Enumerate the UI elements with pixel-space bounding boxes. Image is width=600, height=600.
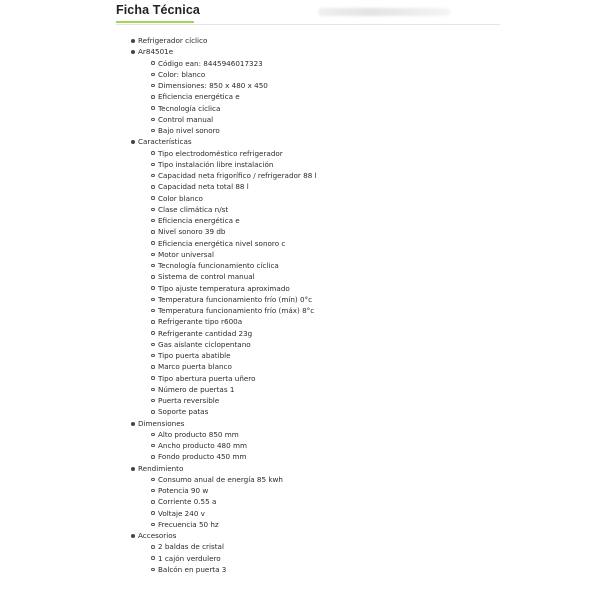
spec-item [116, 125, 496, 136]
spec-item-label: Voltaje 240 v [158, 508, 205, 518]
spec-item-label: Soporte patas [158, 407, 209, 417]
spec-item [116, 541, 496, 552]
spec-item [116, 204, 496, 215]
spec-item-label: Control manual [158, 114, 214, 124]
spec-item-label: Motor universal [158, 249, 214, 259]
spec-item-label: 2 baldas de cristal [158, 542, 224, 552]
spec-item-label: Refrigerante cantidad 23g [158, 328, 253, 338]
spec-item-label: Eficiencia energética nivel sonoro c [158, 238, 286, 248]
spec-item-label: Capacidad neta frigorífico / refrigerador 88 l [158, 171, 317, 180]
spec-item [116, 384, 496, 395]
spec-item [116, 260, 496, 271]
spec-item [116, 91, 496, 102]
spec-item [116, 474, 496, 485]
spec-item-label: Ancho producto 480 mm [158, 441, 247, 450]
page-title: Ficha Técnica [116, 3, 200, 17]
spec-category-label: Dimensiones [138, 418, 185, 428]
spec-item-label: Tipo instalación libre instalación [158, 159, 274, 169]
spec-item-label: Eficiencia energética e [158, 92, 240, 102]
spec-item [116, 316, 496, 327]
spec-item [116, 238, 496, 249]
spec-item-label: Refrigerante tipo r600a [158, 317, 243, 327]
spec-item-label: Color: blanco [158, 69, 206, 79]
spec-item-label: Color blanco [158, 193, 203, 203]
spec-category [116, 463, 496, 474]
spec-item [116, 170, 496, 181]
spec-category-label: Ar84501e [138, 47, 174, 57]
spec-item-label: Clase climática n/st [158, 204, 229, 214]
spec-item-label: Tipo abertura puerta uñero [158, 373, 256, 383]
spec-item-label: Frecuencia 50 hz [158, 519, 219, 529]
spec-item-label: Código ean: 8445946017323 [158, 58, 263, 68]
spec-item [116, 564, 496, 575]
spec-category-label: Rendimiento [138, 463, 184, 473]
section-header [116, 0, 500, 25]
spec-item-label: Sistema de control manual [158, 272, 255, 282]
spec-item-label: Consumo anual de energía 85 kwh [158, 474, 283, 484]
spec-item-label: Alto producto 850 mm [158, 429, 239, 439]
spec-item [116, 328, 496, 339]
spec-category [116, 35, 496, 46]
spec-item-label: Número de puertas 1 [158, 384, 235, 394]
spec-item-label: 1 cajón verdulero [158, 553, 221, 563]
spec-category-label: Accesorios [138, 531, 177, 540]
blurred-product-name [318, 8, 450, 16]
spec-item [116, 485, 496, 496]
spec-item [116, 440, 496, 451]
title-underline-accent [116, 21, 194, 23]
spec-item [116, 451, 496, 462]
spec-item-label: Temperatura funcionamiento frío (mín) 0°c [158, 294, 313, 304]
spec-item [116, 305, 496, 316]
spec-item [116, 271, 496, 282]
spec-item [116, 193, 496, 204]
spec-item [116, 361, 496, 372]
spec-item-label: Bajo nivel sonoro [158, 126, 220, 135]
spec-item-label: Tecnología funcionamiento cíclica [158, 261, 279, 270]
spec-item-label: Tecnología cíclica [158, 103, 221, 113]
spec-item [116, 159, 496, 170]
spec-item [116, 350, 496, 361]
spec-category [116, 530, 496, 541]
spec-item-label: Capacidad neta total 88 l [158, 182, 249, 192]
spec-item [116, 519, 496, 530]
spec-item [116, 553, 496, 564]
spec-item [116, 496, 496, 507]
spec-item [116, 429, 496, 440]
spec-item-label: Puerta reversible [158, 396, 220, 405]
spec-item-label: Nivel sonoro 39 db [158, 227, 226, 237]
spec-item-label: Eficiencia energética e [158, 216, 240, 225]
spec-item-label: Gas aislante ciclopentano [158, 339, 251, 349]
spec-category-label: Refrigerador cíclico [138, 36, 208, 45]
spec-item [116, 69, 496, 80]
spec-item-label: Dimensiones: 850 x 480 x 450 [158, 81, 268, 90]
spec-item [116, 181, 496, 192]
spec-item [116, 508, 496, 519]
spec-category [116, 46, 496, 57]
spec-item [116, 339, 496, 350]
spec-item [116, 148, 496, 159]
spec-item [116, 215, 496, 226]
spec-list [116, 35, 496, 575]
spec-item [116, 395, 496, 406]
spec-item [116, 58, 496, 69]
spec-item [116, 373, 496, 384]
spec-category-label: Características [138, 137, 192, 147]
spec-item-label: Corriente 0.55 a [158, 497, 217, 507]
spec-item [116, 294, 496, 305]
spec-item [116, 283, 496, 294]
spec-item-label: Tipo electrodoméstico refrigerador [158, 148, 283, 158]
spec-item-label: Tipo ajuste temperatura aproximado [158, 283, 290, 293]
spec-item-label: Marco puerta blanco [158, 362, 232, 372]
spec-item-label: Balcón en puerta 3 [158, 564, 227, 574]
spec-item [116, 226, 496, 237]
spec-item [116, 406, 496, 417]
spec-item-label: Fondo producto 450 mm [158, 452, 247, 462]
spec-item-label: Potencia 90 w [158, 486, 209, 495]
spec-category [116, 418, 496, 429]
spec-item [116, 80, 496, 91]
spec-item [116, 249, 496, 260]
spec-item-label: Tipo puerta abatible [158, 351, 231, 360]
spec-item-label: Temperatura funcionamiento frío (máx) 8°c [158, 306, 315, 315]
spec-item [116, 114, 496, 125]
spec-item [116, 103, 496, 114]
spec-category [116, 136, 496, 147]
